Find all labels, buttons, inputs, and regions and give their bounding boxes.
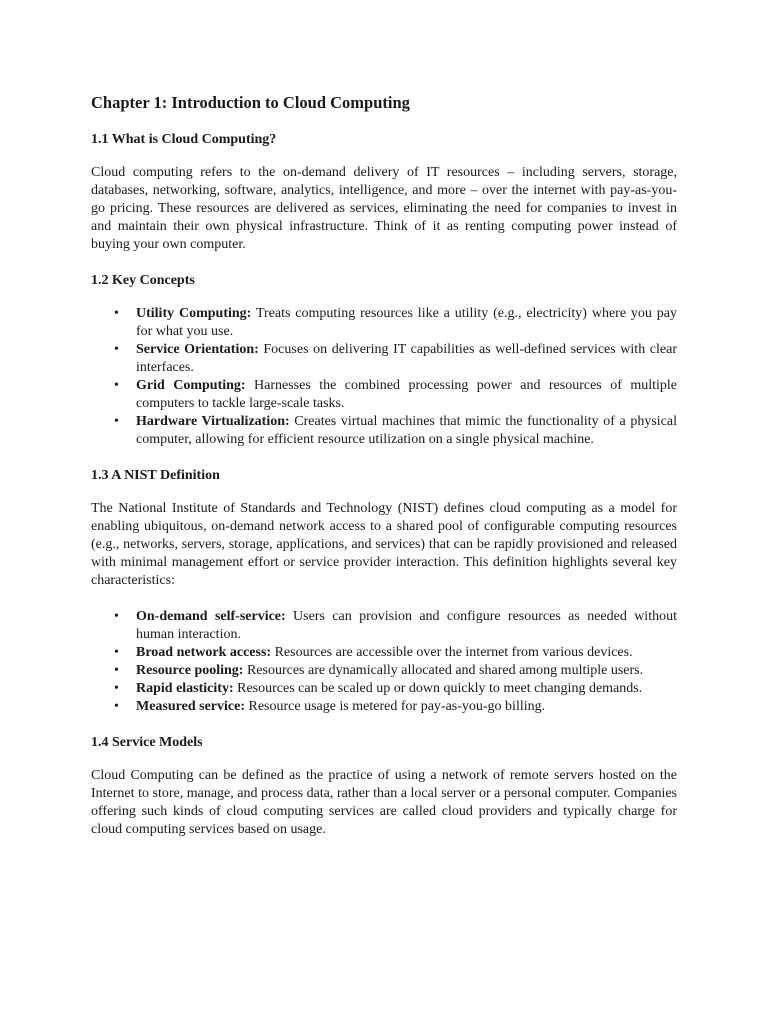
list-item-term: Hardware Virtualization:: [136, 414, 290, 429]
list-item: [114, 305, 677, 341]
section-heading-1-1: 1.1 What is Cloud Computing?: [91, 132, 277, 147]
bullet-icon: •: [114, 342, 119, 357]
list-item: [114, 413, 677, 449]
list-item-text: Treats computing resources like a utility (e.g., electricity) where you pay for what you use.: [136, 306, 677, 339]
section-paragraph-1-4: Cloud Computing can be defined as the practice of using a network of remote servers hosted on the Internet to store, manage, and process data, rather than a local server or a personal computer. Companies offering such kinds of cloud computing services are called cloud providers and typically charge for cloud computing services based on usage.: [91, 768, 677, 837]
list-item-term: Rapid elasticity:: [136, 681, 234, 696]
bullet-icon: •: [114, 699, 119, 714]
list-item-text: Harnesses the combined processing power and resources of multiple computers to tackle large-scale tasks.: [136, 378, 677, 411]
bullet-icon: •: [114, 663, 119, 678]
list-item-text: Users can provision and configure resources as needed without human interaction.: [136, 609, 677, 642]
section-heading-1-2: 1.2 Key Concepts: [91, 273, 195, 288]
bullet-icon: •: [114, 645, 119, 660]
list-item-text: Resources are accessible over the internet from various devices.: [271, 645, 633, 660]
list-item: [114, 377, 677, 413]
bullet-icon: •: [114, 609, 119, 624]
bullet-icon: •: [114, 414, 119, 429]
section-heading-1-3: 1.3 A NIST Definition: [91, 468, 220, 483]
list-item-term: On-demand self-service:: [136, 609, 286, 624]
list-item: [114, 608, 677, 644]
list-item-text: Focuses on delivering IT capabilities as well-defined services with clear interfaces.: [136, 342, 677, 375]
list-item-text: Resource usage is metered for pay-as-you-go billing.: [244, 699, 546, 714]
chapter-title: Chapter 1: Introduction to Cloud Computing: [91, 93, 410, 112]
section-paragraph-1-1: Cloud computing refers to the on-demand delivery of IT resources – including servers, storage, databases, networking, software, analytics, intelligence, and more – over the internet with pay-as-you-go pricing. These resources are delivered as services, eliminating the need for companies to invest in and maintain their own physical infrastructure. Think of it as renting computing power instead of buying your own computer.: [91, 165, 677, 252]
list-item: [114, 698, 677, 716]
list-item-text: Resources can be scaled up or down quickly to meet changing demands.: [233, 681, 643, 696]
key-concepts-list: [91, 305, 677, 449]
nist-characteristics-list: [91, 608, 677, 716]
list-item-term: Utility Computing:: [136, 306, 252, 321]
bullet-icon: •: [114, 378, 119, 393]
list-item-term: Service Orientation:: [136, 342, 259, 357]
list-item-text: Resources are dynamically allocated and shared among multiple users.: [243, 663, 644, 678]
section-paragraph-1-3: The National Institute of Standards and Technology (NIST) defines cloud computing as a model for enabling ubiquitous, on-demand network access to a shared pool of configurable computing resources (e.g., networks, servers, storage, applications, and services) that can be rapidly provisioned and released with minimal management effort or service provider interaction. This definition highlights several key characteristics:: [91, 501, 677, 588]
document-page: [91, 92, 677, 857]
list-item: [114, 680, 677, 698]
bullet-icon: •: [114, 681, 119, 696]
bullet-icon: •: [114, 306, 119, 321]
list-item-term: Measured service:: [136, 699, 245, 714]
list-item-term: Broad network access:: [136, 645, 272, 660]
section-heading-1-4: 1.4 Service Models: [91, 735, 203, 750]
list-item: [114, 644, 677, 662]
list-item: [114, 662, 677, 680]
list-item-term: Resource pooling:: [136, 663, 244, 678]
list-item: [114, 341, 677, 377]
list-item-term: Grid Computing:: [136, 378, 246, 393]
list-item-text: Creates virtual machines that mimic the functionality of a physical computer, allowing for efficient resource utilization on a single physical machine.: [136, 414, 677, 447]
